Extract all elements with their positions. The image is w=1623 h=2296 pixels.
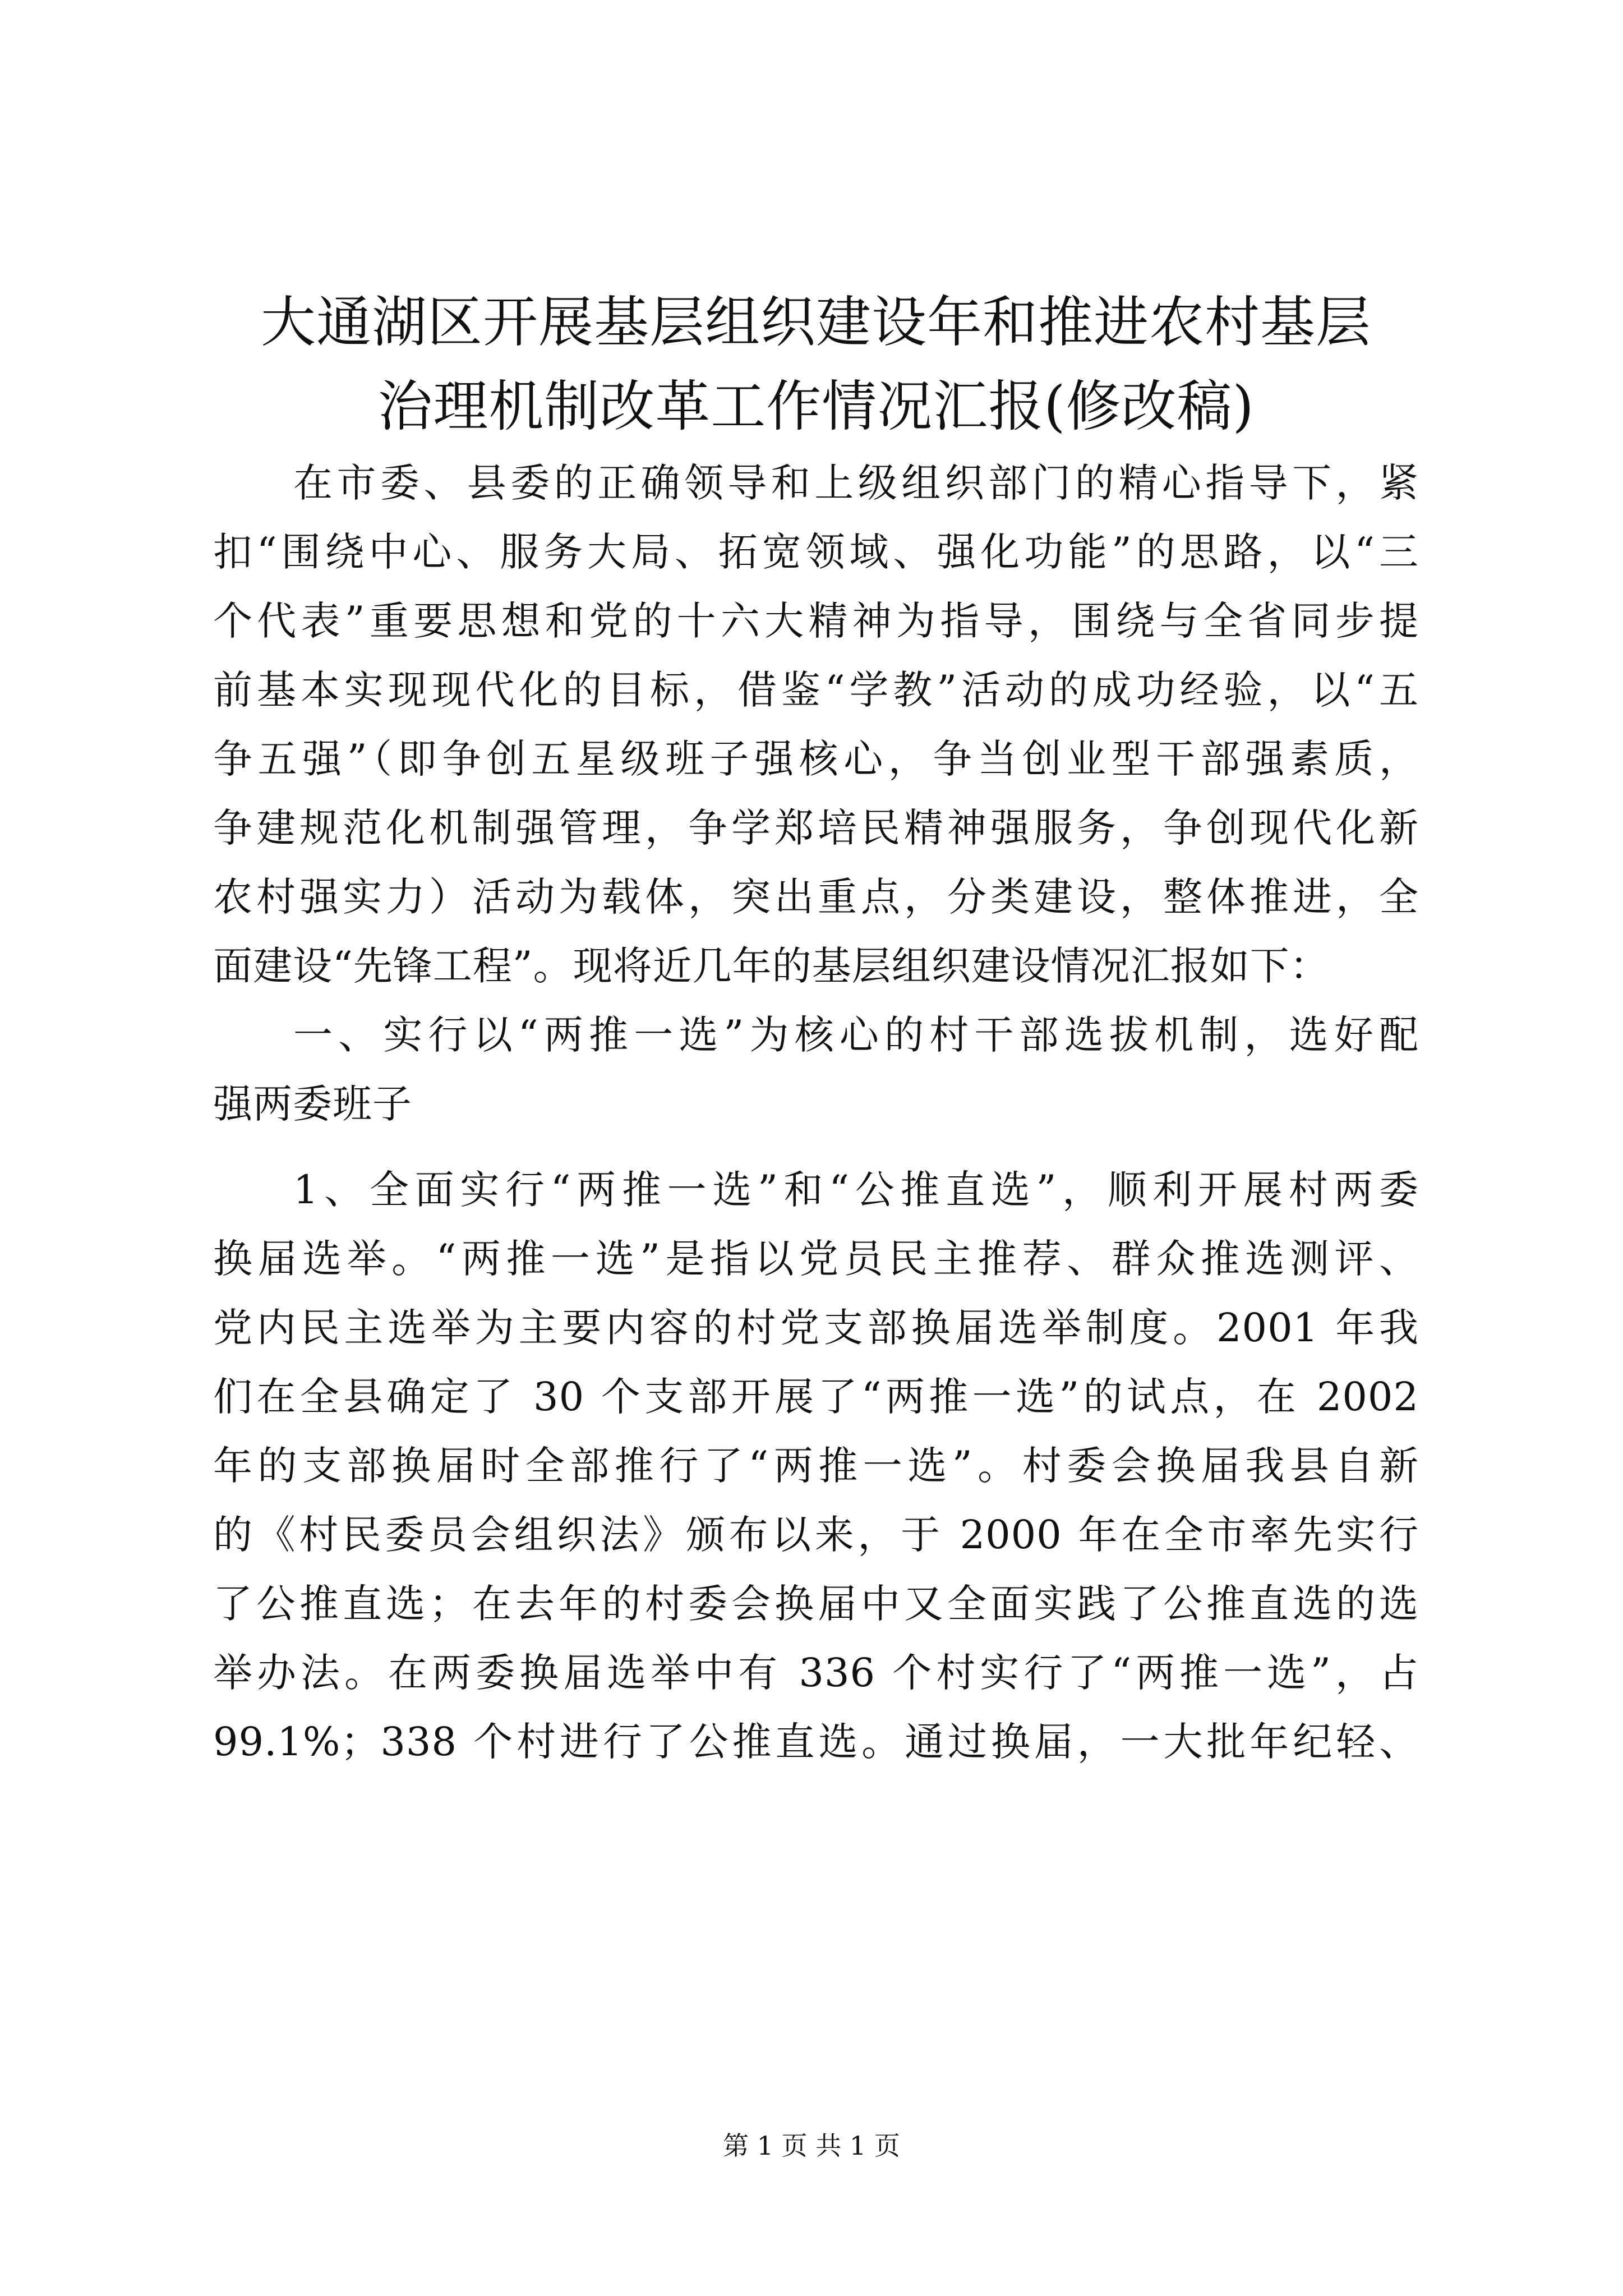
text-line: 面建设“先锋工程”。现将近几年的基层组织建设情况汇报如下： <box>213 943 1330 989</box>
text-line: 在市委、县委的正确领导和上级组织部门的精心指导下，紧 <box>293 460 1419 506</box>
text-line: 农村强实力）活动为载体，突出重点，分类建设，整体推进，全 <box>213 874 1419 920</box>
text-line: 争五强”（即争创五星级班子强核心，争当创业型干部强素质， <box>213 736 1419 782</box>
text-line: 举办法。在两委换届选举中有 336 个村实行了“两推一选”，占 <box>213 1650 1419 1696</box>
paragraph-item-1 <box>213 1156 1419 1777</box>
document-body <box>213 449 1419 1777</box>
text-line: 们在全县确定了 30 个支部开展了“两推一选”的试点，在 2002 <box>213 1374 1419 1420</box>
text-line: 99.1%；338 个村进行了公推直选。通过换届，一大批年纪轻、 <box>213 1719 1419 1765</box>
text-line: 强两委班子 <box>213 1081 412 1127</box>
title-line: 治理机制改革工作情况汇报(修改稿) <box>377 375 1255 439</box>
text-line: 1、全面实行“两推一选”和“公推直选”，顺利开展村两委 <box>293 1167 1419 1213</box>
section-heading-1 <box>213 1001 1419 1139</box>
title-line: 大通湖区开展基层组织建设年和推进农村基层 <box>260 291 1371 355</box>
paragraph-spacing <box>213 1139 1419 1156</box>
text-line: 换届选举。“两推一选”是指以党员民主推荐、群众推选测评、 <box>213 1236 1419 1282</box>
text-line: 扣“围绕中心、服务大局、拓宽领域、强化功能”的思路，以“三 <box>213 529 1419 575</box>
text-line: 一、实行以“两推一选”为核心的村干部选拔机制，选好配 <box>293 1012 1419 1058</box>
text-line: 的《村民委员会组织法》颁布以来，于 2000 年在全市率先实行 <box>213 1512 1419 1558</box>
text-line: 党内民主选举为主要内容的村党支部换届选举制度。2001 年我 <box>213 1305 1419 1351</box>
text-line: 争建规范化机制强管理，争学郑培民精神强服务，争创现代化新 <box>213 805 1419 851</box>
paragraph-intro <box>213 449 1419 1001</box>
page-footer: 第 1 页 共 1 页 <box>723 2131 900 2161</box>
text-line: 了公推直选；在去年的村委会换届中又全面实践了公推直选的选 <box>213 1581 1419 1627</box>
document-title <box>213 280 1419 449</box>
text-line: 年的支部换届时全部推行了“两推一选”。村委会换届我县自新 <box>213 1443 1419 1489</box>
text-line: 前基本实现现代化的目标，借鉴“学教”活动的成功经验，以“五 <box>213 667 1419 713</box>
text-line: 个代表”重要思想和党的十六大精神为指导，围绕与全省同步提 <box>213 598 1419 644</box>
